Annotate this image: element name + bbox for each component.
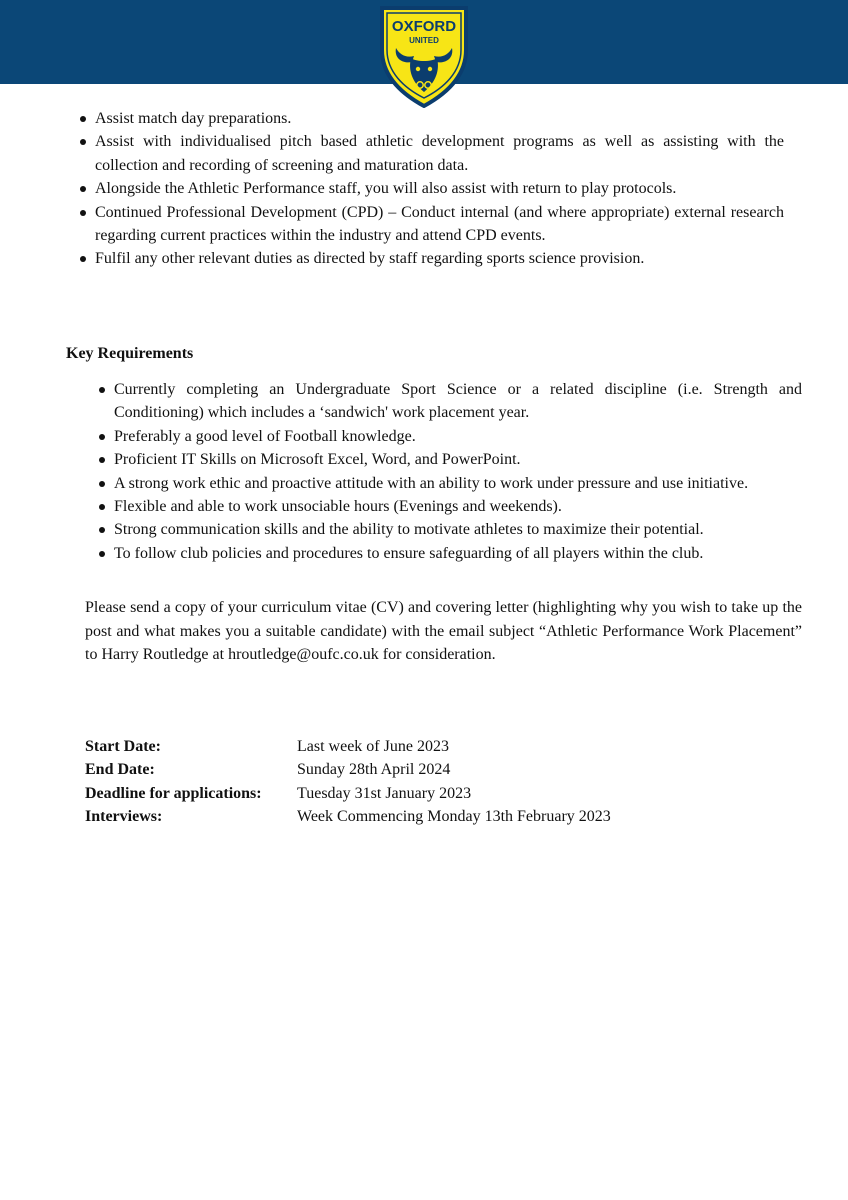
ox-crest-icon [378,6,470,108]
date-value: Tuesday 31st January 2023 [297,784,472,802]
club-crest-logo [378,6,470,108]
date-value: Last week of June 2023 [297,738,449,755]
application-instructions: Please send a copy of your curriculum vitae (CV) and covering letter (highlighting why you wish to take up the post and what makes you a suitable candidate) with the email subject “Athletic Performance Work Placement” to Harry Routledge at hroutledge@oufc.co.uk for consideration. [85,599,802,663]
requirement-item: Preferably a good level of Football knowledge. [97,425,802,448]
requirement-item: Flexible and able to work unsociable hours (Evenings and weekends). [97,495,802,518]
logo-text-oxford: OXFORD [391,18,457,35]
key-dates-table [85,735,611,829]
requirement-item: Proficient IT Skills on Microsoft Excel, Word, and PowerPoint. [97,448,802,471]
duty-item: Alongside the Athletic Performance staff, you will also assist with return to play protocols. [78,177,784,200]
duties-list [78,107,784,271]
requirement-item: Currently completing an Undergraduate Sport Science or a related discipline (i.e. Strength and Conditioning) which includes a ‘sandwich' work placement year. [97,378,802,425]
date-value: Week Commencing Monday 13th February 2023 [297,808,611,826]
duty-item: Fulfil any other relevant duties as directed by staff regarding sports science provision. [78,247,784,270]
date-value: Sunday 28th April 2024 [297,761,451,779]
requirement-item: To follow club policies and procedures to ensure safeguarding of all players within the club. [97,542,802,565]
requirement-item: A strong work ethic and proactive attitude with an ability to work under pressure and use initiative. [97,472,802,495]
requirement-item: Strong communication skills and the ability to motivate athletes to maximize their potential. [97,518,802,541]
duty-item: Assist with individualised pitch based athletic development programs as well as assisting with the collection and recording of screening and maturation data. [78,130,784,177]
date-row-end [85,758,611,781]
key-requirements-heading: Key Requirements [66,345,194,362]
date-label: Interviews: [85,808,163,826]
date-label: Start Date: [85,738,161,755]
requirements-list [97,378,802,565]
duty-item: Continued Professional Development (CPD) – Conduct internal (and where appropriate) external research regarding current practices within the industry and attend CPD events. [78,201,784,248]
duty-item: Assist match day preparations. [78,107,784,130]
date-row-deadline [85,782,611,805]
logo-text-united: UNITED [409,36,439,45]
date-label: Deadline for applications: [85,784,262,802]
date-label: End Date: [85,761,155,779]
date-row-interviews [85,805,611,828]
date-row-start [85,735,611,758]
